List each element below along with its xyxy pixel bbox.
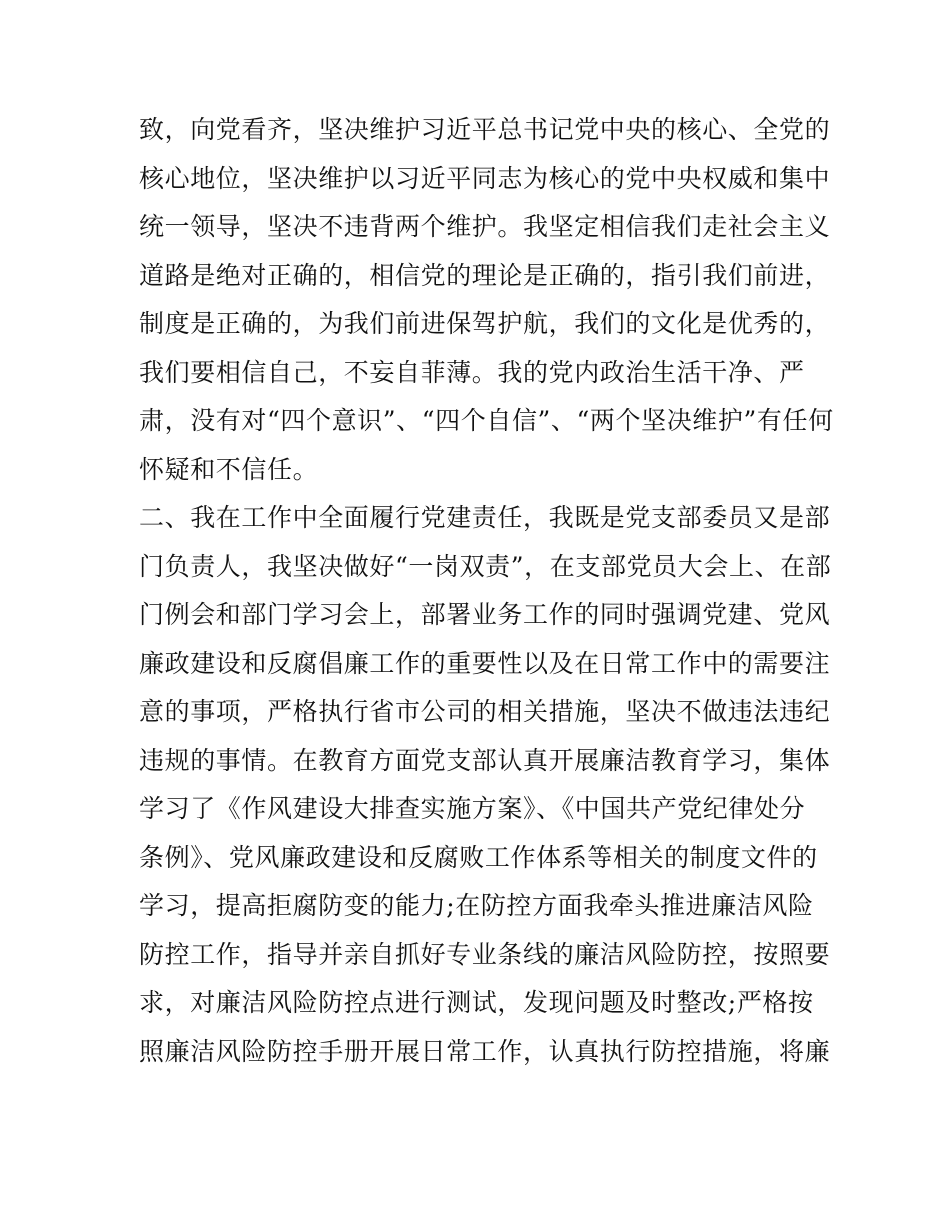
text-line: 门负责人，我坚决做好“一岗双责”，在支部党员大会上、在部 — [139, 551, 832, 581]
text-line: 求，对廉洁风险防控点进行测试，发现问题及时整改;严格按 — [139, 988, 814, 1017]
text-line: 学习，提高拒腐防变的能力;在防控方面我牵头推进廉洁风险 — [139, 891, 814, 920]
text-line: 统一领导，坚决不违背两个维护。我坚定相信我们走社会主义 — [139, 212, 831, 241]
text-line: 二、我在工作中全面履行党建责任，我既是党支部委员又是部 — [139, 503, 831, 532]
text-line: 门例会和部门学习会上，部署业务工作的同时强调党建、党风 — [139, 600, 831, 629]
text-line: 怀疑和不信任。 — [139, 454, 319, 484]
text-line: 肃，没有对“四个意识”、“四个自信”、“两个坚决维护”有任何 — [139, 406, 834, 435]
text-line: 核心地位，坚决维护以习近平同志为核心的党中央权威和集中 — [139, 163, 831, 193]
text-line: 照廉洁风险防控手册开展日常工作，认真执行防控措施，将廉 — [139, 1036, 831, 1066]
text-line: 我们要相信自己，不妄自菲薄。我的党内政治生活干净、严 — [139, 357, 805, 387]
text-line: 学习了《作风建设大排查实施方案》、《中国共产党纪律处分 — [139, 794, 806, 823]
text-line: 意的事项，严格执行省市公司的相关措施，坚决不做违法违纪 — [139, 697, 831, 726]
text-line: 道路是绝对正确的，相信党的理论是正确的，指引我们前进， — [139, 260, 831, 290]
text-line: 制度是正确的，为我们前进保驾护航，我们的文化是优秀的， — [139, 309, 831, 338]
text-line: 条例》、党风廉政建设和反腐败工作体系等相关的制度文件的 — [139, 842, 818, 872]
text-line: 廉政建设和反腐倡廉工作的重要性以及在日常工作中的需要注 — [139, 648, 831, 678]
text-line: 致，向党看齐，坚决维护习近平总书记党中央的核心、全党的 — [139, 115, 831, 144]
body-text — [139, 106, 834, 1076]
text-line: 防控工作，指导并亲自抓好专业条线的廉洁风险防控，按照要 — [139, 939, 831, 969]
text-line: 违规的事情。在教育方面党支部认真开展廉洁教育学习，集体 — [139, 745, 831, 775]
